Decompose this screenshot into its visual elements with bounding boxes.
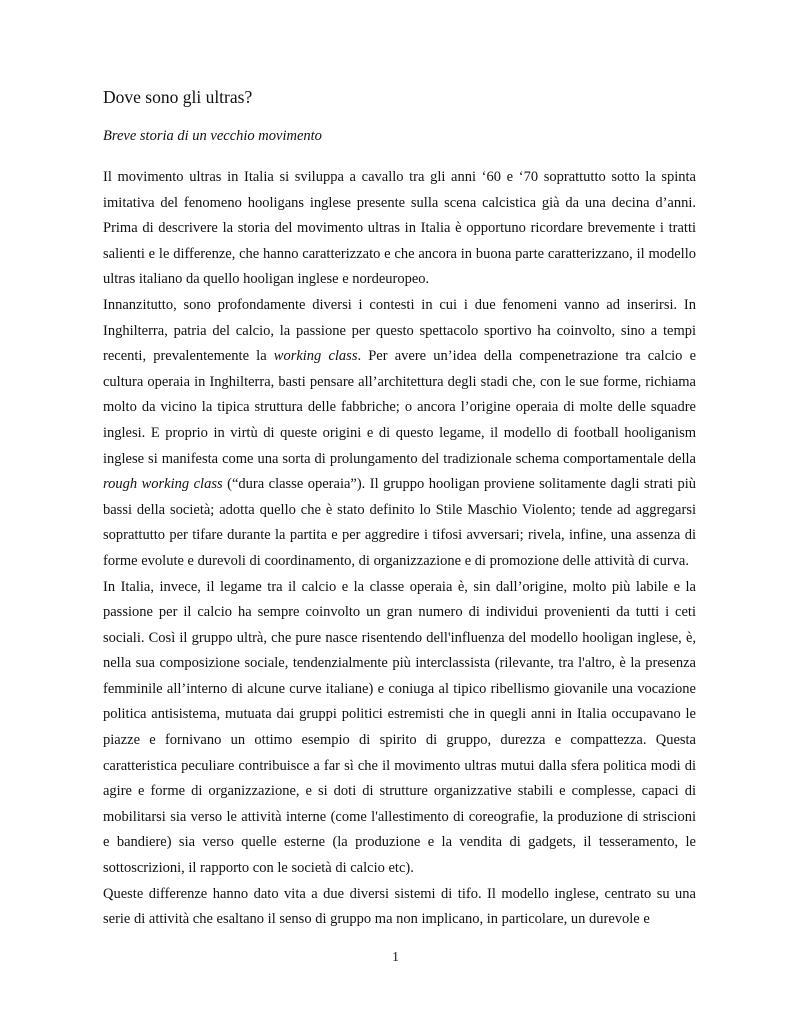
italic-phrase: working class bbox=[273, 348, 358, 365]
body-paragraph bbox=[103, 575, 696, 882]
text-segment: Queste differenze hanno dato vita a due diversi sistemi di tifo. Il modello inglese, centrato su una serie di attività che esaltano il senso di gruppo ma non implicano, in particolare, un durevole e bbox=[103, 885, 696, 928]
text-segment: In Italia, invece, il legame tra il calcio e la classe operaia è, sin dall’origine, molto più labile e la passione per il calcio ha sempre coinvolto un gran numero di individui provenienti da tutti i ceti sociali. Così il gruppo ultrà, che pure nasce risentendo dell'influenza del modello hooligan inglese, è, nella sua composizione sociale, tendenzialmente più interclassista (rilevante, tra l'altro, è la presenza femminile all’interno di alcune curve italiane) e coniuga al tipico ribellismo giovanile una vocazione politica antisistema, mutuata dai gruppi politici estremisti che in quegli anni in Italia occupavano le piazze e fornivano un ottimo esempio di spirito di gruppo, durezza e compattezza. Questa caratteristica peculiare contribuisce a far sì che il movimento ultras mutui dalla sfera politica modi di agire e forme di organizzazione, e si doti di strutture organizzative stabili e complesse, capaci di mobilitarsi sia verso le attività interne (come l'allestimento di coreografie, la produzione di striscioni e bandiere) sia verso quelle esterne (la produzione e la vendita di gadgets, il tesseramento, le sottoscrizioni, il rapporto con le società di calcio etc). bbox=[103, 578, 696, 877]
italic-phrase: rough working class bbox=[103, 476, 223, 493]
document-content bbox=[103, 86, 696, 933]
text-segment: Il movimento ultras in Italia si sviluppa a cavallo tra gli anni ‘60 e ‘70 soprattutto sotto la spinta imitativa del fenomeno hooligans inglese presente sulla scena calcistica già da una decina d’anni. Prima di descrivere la storia del movimento ultras in Italia è opportuno ricordare brevemente i tratti salienti e le differenze, che hanno caratterizzato e che ancora in buona parte caratterizzano, il modello ultras italiano da quello hooligan inglese e nordeuropeo. bbox=[103, 169, 696, 288]
body-paragraph bbox=[103, 293, 696, 575]
document-title: Dove sono gli ultras? bbox=[103, 87, 253, 107]
body-paragraph bbox=[103, 882, 696, 933]
page-number bbox=[0, 948, 791, 968]
page-number-label: 1 bbox=[392, 950, 399, 965]
document-subtitle: Breve storia di un vecchio movimento bbox=[103, 128, 322, 144]
body-paragraph bbox=[103, 165, 696, 293]
text-segment: (“dura classe operaia”). Il gruppo hooligan proviene solitamente dagli strati più bassi della società; adotta quello che è stato definito lo Stile Maschio Violento; tende ad aggregarsi soprattutto per tifare durante la partita e per aggredire i tifosi avversari; rivela, infine, una assenza di forme evolute e durevoli di coordinamento, di organizzazione e di promozione delle attività di curva. bbox=[103, 476, 696, 569]
document-body bbox=[103, 165, 696, 933]
text-segment: Innanzitutto, sono profondamente diversi i contesti in cui i due fenomeni vanno ad inserirsi. In Inghilterra, patria del calcio, la passione per questo spettacolo sportivo ha coinvolto, sino a tempi recenti, prevalentemente la bbox=[103, 296, 696, 365]
text-segment: . Per avere un’idea della compenetrazione tra calcio e cultura operaia in Inghilterra, basti pensare all’architettura degli stadi che, con le sue forme, richiama molto da vicino la tipica struttura delle fabbriche; o ancora l’origine operaia di molte delle squadre inglesi. E proprio in virtù di queste origini e di questo legame, il modello di football hooliganism inglese si manifesta come una sorta di prolungamento del tradizionale schema comportamentale della bbox=[103, 348, 697, 467]
